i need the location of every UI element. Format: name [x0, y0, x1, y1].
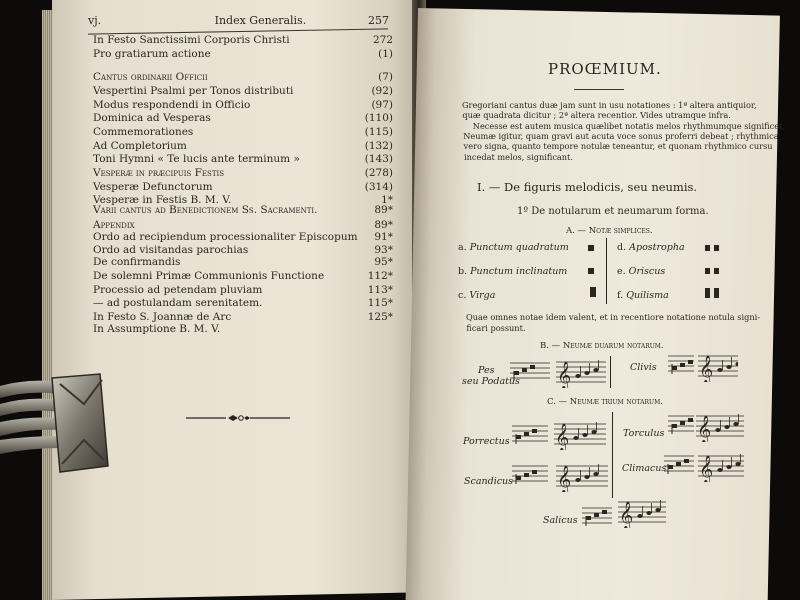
simple-note-name: Punctum quadratum	[469, 242, 569, 253]
simple-note-letter: a.	[458, 242, 470, 253]
simple-note-name: Virga	[469, 290, 496, 301]
intro-line: Gregoriani cantus duæ jam sunt in usu notationes : 1ª altera antiquior,	[462, 100, 757, 110]
svg-text:𝄞: 𝄞	[699, 355, 714, 382]
simple-note-letter: c.	[458, 290, 470, 301]
index-entry-page: 272	[372, 34, 393, 46]
svg-text:𝄞: 𝄞	[557, 465, 572, 492]
modern-notation-staff	[554, 418, 606, 450]
index-entry-page: 112*	[367, 270, 393, 283]
index-entry-label: In Festo Sanctissimi Corporis Christi	[93, 34, 290, 46]
index-entry-label: Toni Hymni « Te lucis ante terminum »	[93, 153, 300, 166]
table-divider	[606, 238, 607, 304]
svg-text:𝄞: 𝄞	[619, 501, 634, 528]
note-line: ficari possunt.	[466, 323, 526, 333]
index-entry-label: Cantus ordinarii Officii	[93, 71, 208, 84]
simple-note-label	[617, 266, 665, 277]
index-entry	[93, 34, 393, 48]
intro-line: quæ quadrata dicitur ; 2ª altera recentior. Vides utramque infra.	[462, 110, 731, 121]
index-entry-label: Ordo ad recipiendum processionaliter Episcopum	[93, 231, 358, 244]
index-entry	[93, 153, 393, 167]
svg-text:𝄞: 𝄞	[697, 415, 712, 442]
simple-note-label	[458, 266, 567, 277]
page-title: PROŒMIUM.	[548, 60, 662, 78]
title-rule	[574, 89, 624, 90]
modern-notation-staff	[618, 496, 666, 528]
neume-label-climacus: Climacus	[622, 463, 667, 474]
simple-note-label	[617, 290, 669, 301]
index-entry-label: De confirmandis	[93, 256, 181, 269]
note-line: Quae omnes notae idem valent, et in recentiore notatione notula signi-	[466, 312, 760, 322]
simple-note-name: Punctum inclinatum	[470, 266, 568, 277]
section-heading: I. — De figuris melodicis, seu neumis.	[477, 180, 698, 194]
simple-note-letter: e.	[617, 266, 629, 277]
svg-text:𝄞: 𝄞	[555, 423, 570, 450]
modern-notation-staff	[698, 350, 738, 382]
modern-notation-staff	[556, 356, 606, 388]
index-entry	[93, 256, 393, 270]
square-notation-staff	[582, 502, 612, 534]
metal-page-clip	[0, 360, 112, 480]
index-entry-label: Pro gratiarum actione	[93, 47, 211, 60]
index-entry-label: De solemni Primæ Communionis Functione	[93, 270, 325, 283]
index-entry-label: Appendix	[93, 219, 135, 232]
neume-glyph-icon	[590, 287, 596, 297]
index-entry-label: Vespertini Psalmi per Tonos distributi	[93, 84, 294, 97]
square-notation-staff	[512, 420, 548, 452]
index-entry-page: 93*	[374, 243, 393, 256]
intro-line: Necesse est autem musica quælibet notatis melos rhythmumque significet.	[472, 120, 785, 131]
header-first-ref: 257	[368, 14, 389, 27]
square-notation-staff	[668, 410, 694, 442]
simple-note-name: Apostropha	[629, 242, 685, 253]
part-a-heading: A. — Notæ simplices.	[566, 226, 653, 236]
index-entry-label: — ad postulandam serenitatem.	[93, 297, 263, 310]
index-entry-page: (132)	[364, 139, 393, 152]
index-entry	[93, 181, 393, 195]
neume-glyph-icon	[705, 288, 719, 298]
index-entry	[93, 270, 393, 284]
index-entry	[93, 126, 393, 140]
c-divider	[612, 412, 613, 498]
neume-label-torculus: Torculus	[623, 428, 665, 439]
index-entry	[93, 85, 393, 99]
index-entry-page: 113*	[367, 283, 393, 296]
square-notation-staff	[510, 357, 550, 389]
intro-line: Neumæ igitur, quam gravi aut acuta voce sonus proferri debeat ; rhythmica	[463, 130, 779, 141]
index-entry-label: In Assumptione B. M. V.	[93, 322, 221, 335]
neume-label-clivis: Clivis	[630, 362, 657, 373]
index-entry	[93, 284, 393, 298]
intro-line: vero signa, quanto tempore notulæ teneantur, et quonam rhythmico cursu	[463, 141, 773, 152]
index-entry-label: Modus respondendi in Officio	[93, 98, 251, 111]
index-entry-label: Vesperæ in præcipuis Festis	[93, 166, 225, 179]
index-entry-page: (97)	[371, 98, 393, 111]
simple-note-letter: b.	[458, 266, 471, 277]
index-entry	[93, 48, 393, 62]
index-entry	[93, 140, 393, 154]
intro-line: incedat melos, significant.	[464, 151, 573, 162]
simple-note-name: Quilisma	[626, 290, 669, 301]
index-entry-page: 1*	[381, 194, 393, 207]
index-entry	[93, 204, 393, 218]
index-entry-label: Vesperæ in Festis B. M. V.	[93, 194, 232, 207]
ornament-divider	[186, 413, 290, 423]
neume-glyph-icon	[588, 268, 594, 274]
simple-note-label	[458, 242, 569, 253]
square-notation-staff	[512, 460, 548, 492]
simple-note-label	[458, 290, 495, 301]
left-page-number: vj.	[88, 14, 102, 27]
b-divider	[610, 356, 611, 388]
index-entry-page: (1)	[378, 47, 393, 60]
index-entry-label: Ad Completorium	[93, 139, 187, 152]
svg-text:𝄞: 𝄞	[557, 361, 572, 388]
index-entry-page: (143)	[364, 153, 393, 166]
modern-notation-staff	[696, 410, 744, 442]
neume-label-porrectus: Porrectus	[463, 436, 510, 447]
index-entry-label: Commemorationes	[93, 125, 194, 138]
index-entry-label: Varii cantus ad Benedictionem Ss. Sacramenti.	[93, 203, 318, 216]
index-entry-page: 91*	[374, 231, 393, 244]
index-entry	[93, 112, 393, 126]
running-title: Index Generalis.	[214, 14, 307, 27]
simple-note-letter: d.	[617, 242, 630, 253]
simple-note-letter: f.	[617, 290, 627, 301]
index-entry-label: In Festo S. Joannæ de Arc	[93, 311, 232, 323]
index-entry-label: Processio ad petendam pluviam	[93, 283, 263, 296]
index-entry	[93, 297, 393, 311]
index-entry-page: 95*	[374, 256, 393, 269]
neume-label-salicus: Salicus	[543, 515, 578, 526]
index-entry-page: (314)	[364, 180, 393, 193]
index-entry-page: 115*	[367, 297, 393, 310]
index-entry-label: Dominica ad Vesperas	[93, 112, 211, 125]
index-entry-label: Ordo ad visitandas parochias	[93, 243, 249, 256]
neume-glyph-icon	[588, 245, 594, 251]
index-entry	[93, 167, 393, 181]
modern-notation-staff	[556, 460, 608, 492]
left-page-header	[88, 14, 389, 27]
index-entry	[93, 323, 393, 337]
part-b-heading: B. — Neumæ duarum notarum.	[540, 341, 664, 351]
neume-glyph-icon	[705, 268, 719, 274]
index-entry-page: 125*	[367, 311, 393, 323]
neume-label-pes: Pes	[478, 365, 495, 376]
index-entry-label: Vesperæ Defunctorum	[93, 180, 213, 193]
index-entry-page: 89*	[374, 203, 393, 216]
index-entry-page: (110)	[364, 112, 393, 125]
index-entry	[93, 71, 393, 85]
index-entry-page: (278)	[364, 166, 393, 179]
svg-text:𝄞: 𝄞	[699, 455, 714, 482]
modern-notation-staff	[698, 450, 744, 482]
simple-note-label	[617, 242, 685, 253]
index-entry-page: (92)	[371, 84, 393, 97]
index-entry	[93, 99, 393, 113]
neume-label-scandicus: Scandicus	[464, 476, 514, 487]
index-entry-page: (7)	[378, 71, 393, 84]
subheading: 1º De notularum et neumarum forma.	[517, 206, 709, 217]
neume-label-podatus: seu Podatus	[462, 376, 520, 387]
part-c-heading: C. — Neumæ trium notarum.	[547, 397, 663, 407]
neume-glyph-icon	[705, 245, 719, 251]
square-notation-staff	[668, 350, 694, 382]
square-notation-staff	[664, 450, 694, 482]
simple-note-name: Oriscus	[628, 266, 666, 277]
index-entry-page: 89*	[374, 219, 393, 232]
index-entry-page: (115)	[364, 125, 393, 138]
